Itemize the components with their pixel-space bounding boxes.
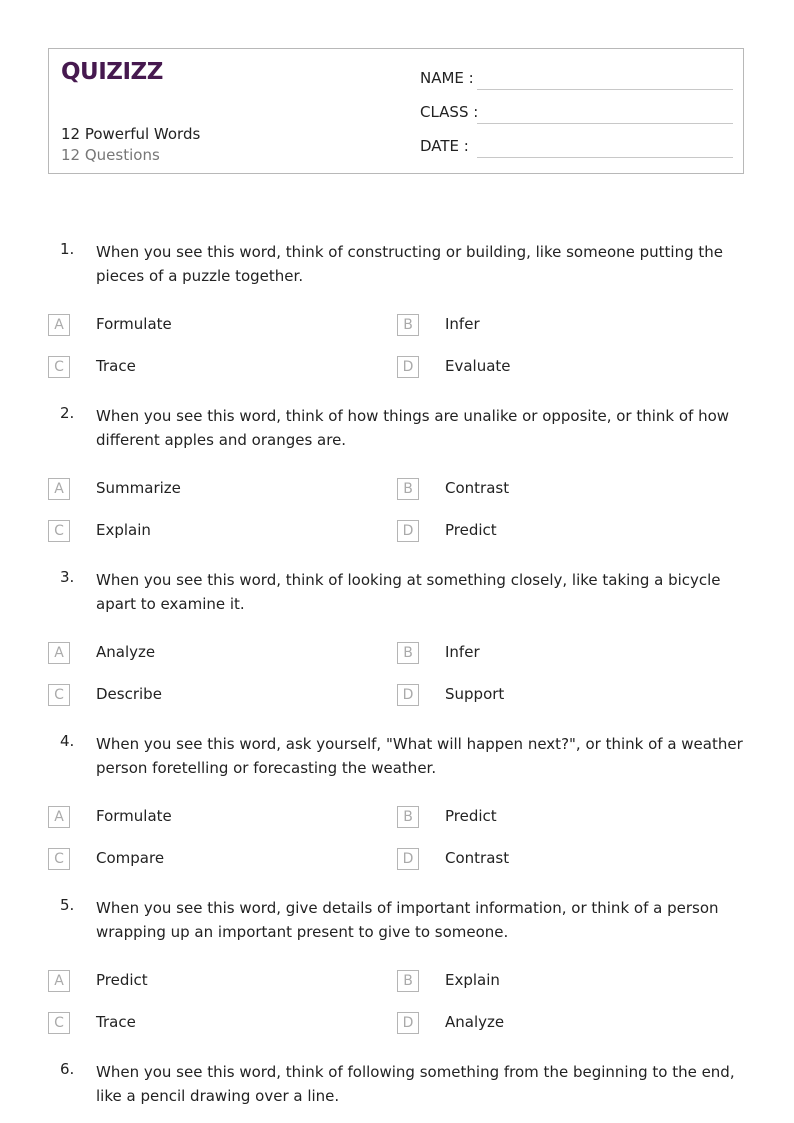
option-text: Trace bbox=[96, 1013, 136, 1031]
question-number: 1. bbox=[60, 240, 75, 258]
option-letter-box: D bbox=[397, 1012, 419, 1034]
question-count: 12 Questions bbox=[61, 146, 160, 164]
question-text: When you see this word, think of looking at something closely, like taking a bicycle apart to examine it. bbox=[96, 571, 721, 613]
option-letter-box: C bbox=[48, 1012, 70, 1034]
quizizz-logo: QUIZIZZ bbox=[61, 59, 163, 85]
option-letter-box: C bbox=[48, 520, 70, 542]
worksheet-title: 12 Powerful Words bbox=[61, 125, 201, 143]
question-text: When you see this word, think of constructing or building, like someone putting the pieces of a puzzle together. bbox=[96, 243, 723, 285]
option-letter-box: C bbox=[48, 356, 70, 378]
option-text: Support bbox=[445, 685, 505, 703]
name-label: NAME : bbox=[420, 69, 474, 87]
option-text: Trace bbox=[96, 357, 136, 375]
option-text: Contrast bbox=[445, 849, 510, 867]
option-text: Analyze bbox=[445, 1013, 505, 1031]
option-text: Explain bbox=[445, 971, 500, 989]
class-line bbox=[477, 123, 733, 124]
option-text: Infer bbox=[445, 643, 480, 661]
name-line bbox=[477, 89, 733, 90]
option-text: Evaluate bbox=[445, 357, 511, 375]
option-text: Analyze bbox=[96, 643, 156, 661]
option-letter-box: B bbox=[397, 478, 419, 500]
option-text: Explain bbox=[96, 521, 151, 539]
option-text: Infer bbox=[445, 315, 480, 333]
question-number: 3. bbox=[60, 568, 75, 586]
option-text: Compare bbox=[96, 849, 165, 867]
option-letter-box: B bbox=[397, 314, 419, 336]
class-label: CLASS : bbox=[420, 103, 479, 121]
question-text: When you see this word, think of how things are unalike or opposite, or think of how different apples and oranges are. bbox=[96, 407, 730, 449]
option-text: Formulate bbox=[96, 807, 172, 825]
option-text: Predict bbox=[96, 971, 148, 989]
option-letter-box: C bbox=[48, 848, 70, 870]
question-number: 5. bbox=[60, 896, 75, 914]
option-text: Predict bbox=[445, 521, 497, 539]
option-text: Summarize bbox=[96, 479, 181, 497]
question-number: 4. bbox=[60, 732, 75, 750]
option-letter-box: C bbox=[48, 684, 70, 706]
option-letter-box: A bbox=[48, 642, 70, 664]
option-letter-box: D bbox=[397, 356, 419, 378]
option-text: Contrast bbox=[445, 479, 510, 497]
option-letter-box: D bbox=[397, 520, 419, 542]
question-text: When you see this word, give details of important information, or think of a person wrapping up an important present to give to someone. bbox=[96, 899, 719, 941]
worksheet-header bbox=[48, 48, 744, 174]
option-letter-box: B bbox=[397, 642, 419, 664]
option-letter-box: D bbox=[397, 848, 419, 870]
option-text: Describe bbox=[96, 685, 162, 703]
option-letter-box: B bbox=[397, 806, 419, 828]
question-number: 6. bbox=[60, 1060, 75, 1078]
question-text: When you see this word, think of following something from the beginning to the end, like a pencil drawing over a line. bbox=[96, 1063, 735, 1105]
option-letter-box: A bbox=[48, 478, 70, 500]
option-letter-box: D bbox=[397, 684, 419, 706]
question-text: When you see this word, ask yourself, "What will happen next?", or think of a weather person foretelling or forecasting the weather. bbox=[96, 735, 743, 777]
option-text: Predict bbox=[445, 807, 497, 825]
option-letter-box: B bbox=[397, 970, 419, 992]
option-letter-box: A bbox=[48, 806, 70, 828]
option-letter-box: A bbox=[48, 314, 70, 336]
date-line bbox=[477, 157, 733, 158]
date-label: DATE : bbox=[420, 137, 469, 155]
question-number: 2. bbox=[60, 404, 75, 422]
option-text: Formulate bbox=[96, 315, 172, 333]
option-letter-box: A bbox=[48, 970, 70, 992]
